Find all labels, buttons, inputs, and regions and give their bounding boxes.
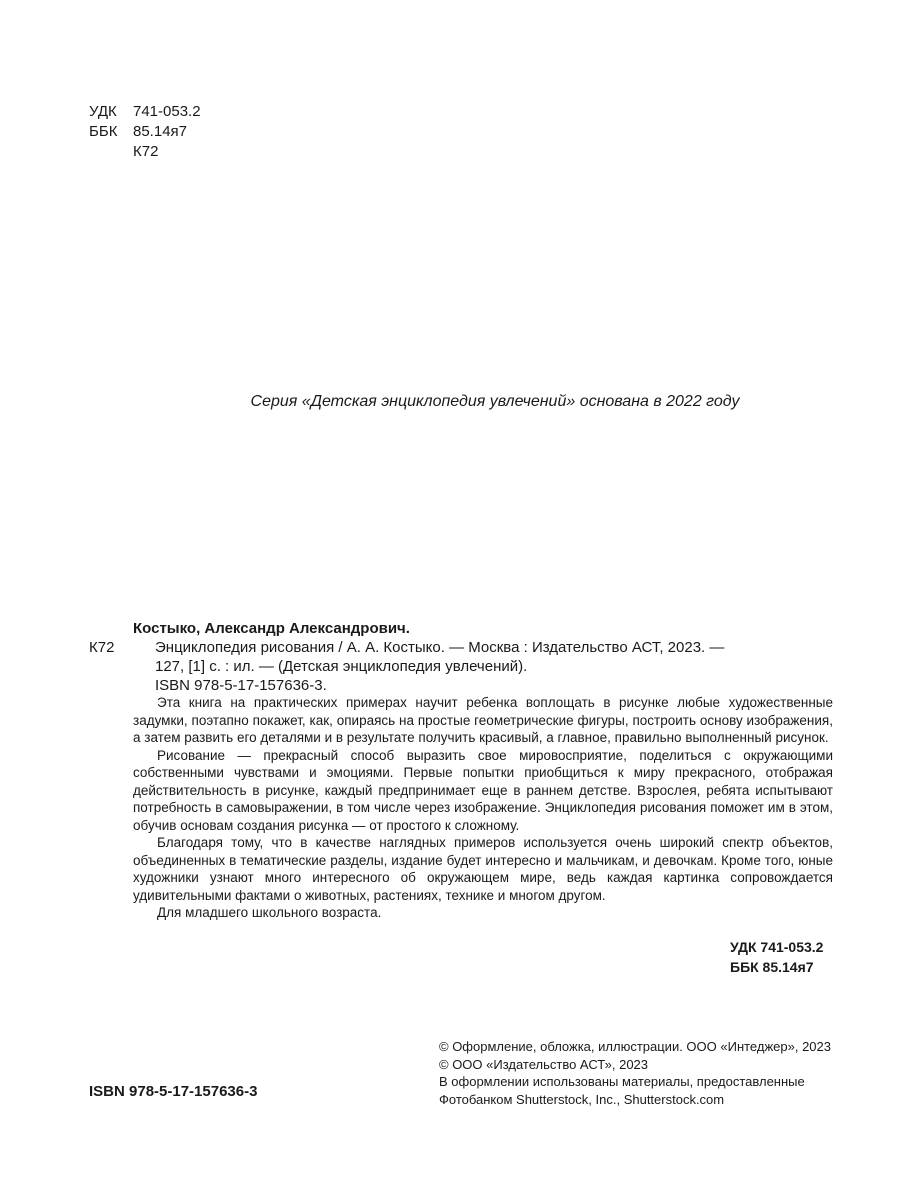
card-entry	[155, 638, 833, 676]
card-entry-line1: Энциклопедия рисования / А. А. Костыко. — Москва : Издательство АСТ, 2023. —	[155, 639, 725, 656]
bbk-value: 85.14я7	[133, 123, 188, 140]
copyright-line: В оформлении использованы материалы, предоставленные	[439, 1074, 805, 1089]
annotation-paragraph: Благодаря тому, что в качестве наглядных примеров используется очень широкий спектр объектов, объединенных в тематические разделы, издание будет интересно и мальчикам, и девочкам. Кроме того, юные художники узнают много интересного об окружающем мире, ведь каждая картинка сопровождается удивительными фактами о животных, растениях, технике и многом другом.	[133, 835, 833, 903]
card-author: Костыко, Александр Александрович.	[133, 620, 410, 637]
author-mark: К72	[133, 143, 159, 160]
classification-right	[730, 937, 823, 977]
udk-right: УДК 741-053.2	[730, 939, 824, 955]
classification-block	[89, 102, 201, 162]
annotation-paragraph: Эта книга на практических примерах научит ребенка воплощать в рисунке любые художественные задумки, поэтапно покажет, как, опираясь на простые геометрические фигуры, построить основу изображения, а затем развить его деталями и в результате получить красивый, а главное, правильно выполненный рисунок.	[133, 695, 833, 745]
series-note: Серия «Детская энциклопедия увлечений» основана в 2022 году	[250, 393, 740, 410]
card-entry-line2: 127, [1] с. : ил. — (Детская энциклопедия увлечений).	[155, 658, 528, 675]
copyright-line: © ООО «Издательство АСТ», 2023	[439, 1056, 649, 1072]
udk-label: УДК	[89, 103, 117, 120]
bbk-label: ББК	[89, 123, 118, 140]
copyright-block	[439, 1038, 859, 1108]
annotation	[133, 694, 833, 922]
copyright-line: Фотобанком Shutterstock, Inc., Shutterstock.com	[439, 1091, 725, 1107]
card-entry-row	[89, 638, 833, 676]
udk-row	[89, 102, 201, 122]
annotation-paragraph: Рисование — прекрасный способ выразить свое мировосприятие, поделиться с окружающими собственными чувствами и эмоциями. Первые попытки приобщиться к миру прекрасного, отображая действительность в рисунке, каждый предпринимает еще в раннем детстве. Взрослея, ребята испытывают потребность в самовыражении, в том числе через изображение. Энциклопедия рисования поможет им в этом, обучив основам создания рисунка — от простого к сложному.	[133, 747, 833, 833]
author-mark-row	[89, 142, 201, 162]
isbn-bottom: ISBN 978-5-17-157636-3	[89, 1083, 258, 1100]
bbk-right: ББК 85.14я7	[730, 959, 814, 975]
udk-value: 741-053.2	[133, 103, 201, 120]
copyright-line: © Оформление, обложка, иллюстрации. ООО «Интеджер», 2023	[439, 1039, 831, 1054]
annotation-paragraph: Для младшего школьного возраста.	[157, 905, 382, 920]
catalog-card	[89, 619, 833, 695]
card-isbn: ISBN 978-5-17-157636-3.	[155, 677, 327, 694]
card-code: К72	[89, 639, 115, 656]
bbk-row	[89, 122, 201, 142]
